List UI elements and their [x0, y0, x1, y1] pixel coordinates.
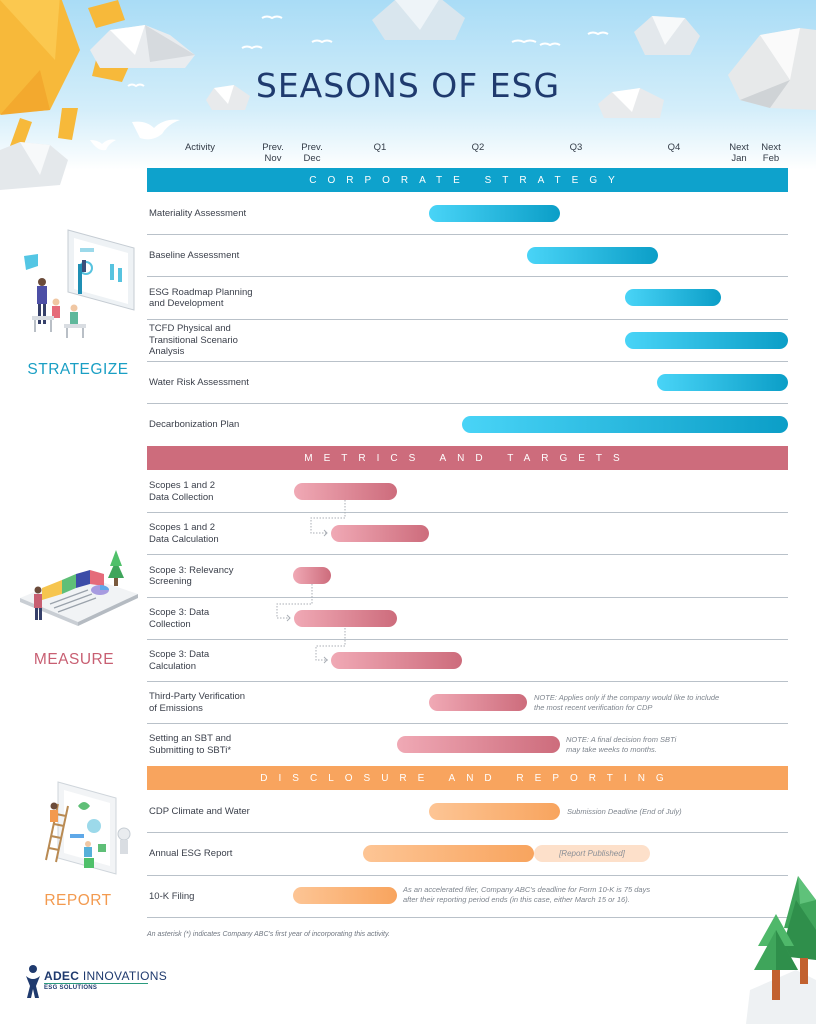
column-header-q4: Q4 — [667, 142, 681, 153]
note-text: NOTE: A final decision from SBTi may take weeks to months. — [566, 735, 677, 754]
logo-divider — [44, 983, 148, 984]
activity-label: Scope 3: Data Collection — [149, 607, 210, 630]
logo-name — [44, 969, 167, 983]
strategize-illustration-icon — [18, 224, 138, 344]
logo-name-bold: ADEC — [44, 969, 80, 983]
logo-subtitle: ESG SOLUTIONS — [44, 985, 98, 991]
note-text: NOTE: Applies only if the company would like to include the most recent verification for CDP — [534, 693, 720, 712]
measure-illustration-icon — [16, 548, 142, 628]
column-header-next-jan: Next Jan — [729, 142, 749, 164]
activity-label: Setting an SBT and Submitting to SBTi* — [149, 733, 232, 756]
side-label-measure: MEASURE — [33, 651, 115, 668]
activity-label: Third-Party Verification of Emissions — [149, 691, 246, 714]
activity-label: Annual ESG Report — [149, 848, 233, 860]
note-text: Submission Deadline (End of July) — [567, 807, 682, 816]
adec-logo-icon — [24, 964, 42, 1000]
activity-label: Materiality Assessment — [149, 207, 247, 219]
column-header-activity: Activity — [184, 142, 216, 153]
column-header-next-feb: Next Feb — [761, 142, 781, 164]
column-header-q1: Q1 — [373, 142, 387, 153]
logo-name-light: INNOVATIONS — [79, 969, 168, 983]
activity-label: Scope 3: Relevancy Screening — [149, 564, 234, 587]
activity-label: Scope 3: Data Calculation — [149, 649, 210, 672]
column-header-q3: Q3 — [569, 142, 583, 153]
activity-label: Baseline Assessment — [149, 249, 240, 261]
activity-label: 10-K Filing — [149, 890, 195, 902]
activity-label: ESG Roadmap Planning and Development — [149, 286, 253, 309]
footnote: An asterisk (*) indicates Company ABC's first year of incorporating this activity. — [147, 931, 390, 938]
side-label-report: REPORT — [44, 892, 112, 909]
activity-label: Decarbonization Plan — [149, 418, 240, 430]
activity-label: Scopes 1 and 2 Data Collection — [149, 480, 216, 503]
page-title: SEASONS OF ESG — [255, 66, 561, 105]
section-title: METRICS AND TARGETS — [304, 452, 631, 464]
activity-label: Scopes 1 and 2 Data Calculation — [149, 522, 219, 545]
report-published-bar: [Report Published] — [534, 845, 650, 862]
trees-decoration-icon — [736, 870, 816, 1024]
column-header-prev-nov: Prev. Nov — [262, 142, 284, 164]
report-illustration-icon — [40, 774, 140, 884]
activity-label: TCFD Physical and Transitional Scenario Analysis — [149, 323, 238, 358]
activity-label: Water Risk Assessment — [149, 376, 249, 388]
section-title: CORPORATE STRATEGY — [309, 174, 626, 186]
note-text: As an accelerated filer, Company ABC's deadline for Form 10-K is 75 days after their reporting period ends (in this case, either March 15 or 16). — [403, 885, 651, 904]
section-title: DISCLOSURE AND REPORTING — [260, 772, 675, 784]
side-label-strategize: STRATEGIZE — [27, 361, 129, 378]
activity-label: CDP Climate and Water — [149, 805, 250, 817]
column-header-prev-dec: Prev. Dec — [301, 142, 323, 164]
column-header-q2: Q2 — [471, 142, 485, 153]
